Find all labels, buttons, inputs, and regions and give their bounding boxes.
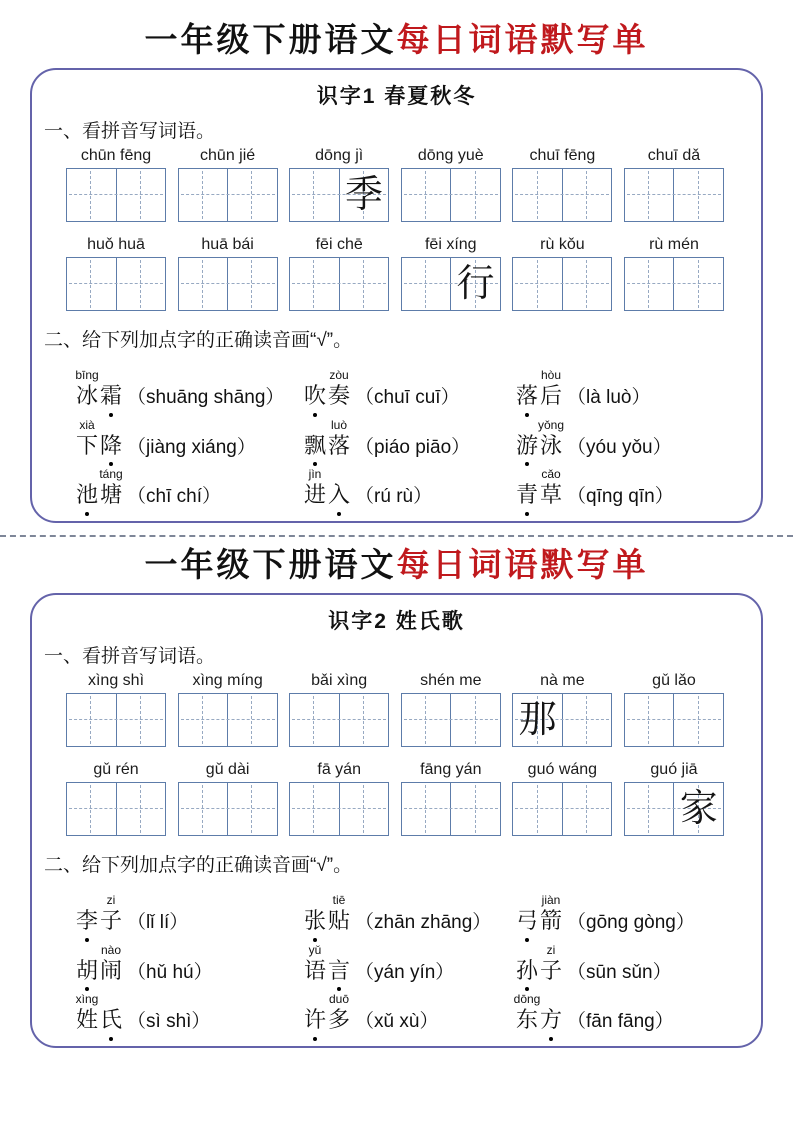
- word-char-dotted: 入: [328, 482, 351, 508]
- word-char-dotted: 青: [516, 482, 539, 508]
- grid-cell: [450, 169, 500, 221]
- pinyin-choices: （là luò）: [567, 387, 651, 409]
- word-char-dotted: 张: [304, 908, 327, 934]
- pronunciation-item: [513, 992, 761, 1034]
- writing-grid: [289, 257, 389, 311]
- grid-cell: [562, 258, 612, 310]
- prefilled-char: 那: [518, 699, 557, 742]
- sheet1-q2-heading: 二、给下列加点字的正确读音画“√”。: [44, 330, 353, 352]
- grid-cell: [227, 258, 277, 310]
- title-course-text: 一年级下册语文: [144, 545, 397, 583]
- pinyin-label: rù kǒu: [540, 236, 585, 254]
- grid-cell: [339, 694, 389, 746]
- pinyin-label: bǎi xìng: [311, 672, 368, 690]
- word-char: luò 落: [328, 417, 351, 458]
- grid-cell: [562, 694, 612, 746]
- title-red-text: 每日词语默写单: [396, 545, 649, 583]
- pinyin-label: dōng jì: [315, 147, 364, 165]
- word-char: xià 下: [76, 417, 99, 458]
- grid-cell: [673, 783, 723, 835]
- pinyin-label: chūn fēng: [80, 147, 152, 165]
- pronunciation-item: [76, 893, 304, 935]
- word-char: dōng 东: [513, 992, 541, 1033]
- helper-pinyin: táng: [99, 467, 123, 482]
- grid-cell: [625, 169, 674, 221]
- pronunciation-row: [32, 467, 761, 509]
- pinyin-label-row: [66, 761, 724, 779]
- word-char-dotted: 池: [76, 482, 99, 508]
- pinyin-choices: （xǔ xù）: [355, 1011, 439, 1033]
- grid-cell: [67, 258, 116, 310]
- word-char-dotted: 氏: [100, 1007, 123, 1033]
- helper-pinyin: luò: [331, 417, 348, 432]
- grid-cell: [290, 169, 339, 221]
- word-char-dotted: 落: [516, 383, 539, 409]
- pronunciation-item: [516, 417, 761, 460]
- pinyin-choices: （zhān zhāng）: [355, 912, 492, 934]
- helper-pinyin: jiàn: [541, 893, 561, 908]
- writing-grid: [401, 168, 501, 222]
- pinyin-label: shén me: [420, 672, 482, 690]
- pinyin-label: xìng míng: [192, 672, 263, 690]
- word-char: hòu 后: [540, 368, 563, 409]
- pinyin-label-row: [66, 236, 724, 254]
- pinyin-label: chuī dǎ: [647, 147, 701, 165]
- writing-grid: [624, 693, 724, 747]
- helper-pinyin: hòu: [541, 368, 562, 383]
- grid-cell: [402, 258, 451, 310]
- writing-grid: [401, 693, 501, 747]
- word-char-dotted: 方: [540, 1007, 563, 1033]
- pinyin-label: guó wáng: [527, 761, 598, 779]
- pinyin-choices: （piáo piāo）: [355, 436, 471, 458]
- writing-grid: [66, 782, 166, 836]
- grid-cell: [513, 258, 562, 310]
- sheet2-subtitle: 识字2 姓氏歌: [328, 610, 465, 634]
- pinyin-label: fā yán: [317, 761, 361, 779]
- writing-grid-row: [66, 693, 724, 747]
- pronunciation-row: [32, 417, 761, 460]
- pinyin-label: huā bái: [201, 236, 254, 254]
- grid-cell: [116, 694, 166, 746]
- pinyin-label: rù mén: [649, 236, 699, 254]
- word-char: yǔ 语: [304, 942, 327, 983]
- writing-grid: [178, 257, 278, 311]
- helper-pinyin: dōng: [513, 992, 541, 1007]
- helper-pinyin: yǒng: [538, 417, 565, 432]
- word-char: duō 多: [328, 992, 351, 1033]
- word-char-dotted: 飘: [304, 432, 327, 458]
- pronunciation-item: [76, 417, 304, 460]
- grid-cell: [562, 783, 612, 835]
- pinyin-label: dōng yuè: [417, 147, 484, 165]
- title-red-text: 每日词语默写单: [396, 21, 649, 58]
- word-char: zòu 奏: [328, 368, 351, 409]
- writing-grid: [178, 693, 278, 747]
- pinyin-label: gǔ lǎo: [652, 672, 696, 690]
- pinyin-choices: （chī chí）: [127, 486, 222, 508]
- title-course-text: 一年级下册语文: [144, 21, 397, 58]
- prefilled-char: 行: [456, 263, 495, 306]
- word-char: zi 子: [540, 942, 563, 983]
- helper-pinyin: bīng: [75, 368, 99, 383]
- word-char-dotted: 霜: [100, 383, 123, 409]
- writing-grid-row: [66, 782, 724, 836]
- writing-grid: [512, 782, 612, 836]
- grid-cell: [673, 258, 723, 310]
- grid-cell: [339, 258, 389, 310]
- word-char: bīng 冰: [75, 368, 99, 409]
- grid-cell: [673, 169, 723, 221]
- grid-cell: [227, 783, 277, 835]
- pinyin-label: fēi xíng: [424, 236, 477, 254]
- pronunciation-item: [516, 942, 761, 985]
- pinyin-choices: （fān fāng）: [567, 1011, 674, 1033]
- pinyin-label: huǒ huā: [87, 236, 145, 254]
- helper-pinyin: xìng: [75, 992, 99, 1007]
- grid-cell: [116, 169, 166, 221]
- pinyin-label: nà me: [540, 672, 585, 690]
- pinyin-choices: （shuāng shāng）: [127, 387, 285, 409]
- pronunciation-item: [76, 467, 304, 509]
- pinyin-choices: （rú rù）: [355, 486, 433, 508]
- grid-cell: [402, 694, 451, 746]
- word-char: zi 子: [100, 893, 123, 934]
- helper-pinyin: cǎo: [541, 467, 561, 482]
- grid-cell: [450, 258, 500, 310]
- pinyin-choices: （yán yín）: [355, 961, 455, 983]
- grid-cell: [513, 169, 562, 221]
- helper-pinyin: tiē: [332, 893, 346, 908]
- grid-cell: [67, 783, 116, 835]
- writing-grid: [512, 693, 612, 747]
- grid-cell: [179, 694, 228, 746]
- grid-cell: [290, 694, 339, 746]
- pronunciation-row: [32, 942, 761, 985]
- writing-grid: [289, 782, 389, 836]
- word-char: jìn 进: [304, 467, 327, 508]
- sheet1-q1-heading: 一、看拼音写词语。: [44, 121, 216, 143]
- pronunciation-item: [76, 942, 304, 985]
- pronunciation-item: [304, 368, 516, 410]
- pinyin-choices: （jiàng xiáng）: [127, 436, 256, 458]
- grid-cell: [450, 783, 500, 835]
- helper-pinyin: duō: [329, 992, 350, 1007]
- pinyin-choices: （sūn sǔn）: [567, 961, 672, 983]
- writing-grid: [401, 782, 501, 836]
- pronunciation-item: [304, 893, 516, 935]
- writing-grid: [512, 257, 612, 311]
- writing-grid: [289, 168, 389, 222]
- helper-pinyin: zi: [546, 942, 556, 957]
- word-char-dotted: 弓: [516, 908, 539, 934]
- grid-cell: [67, 694, 116, 746]
- writing-grid: [66, 693, 166, 747]
- word-char: xìng 姓: [75, 992, 99, 1033]
- word-char: jiàn 箭: [540, 893, 563, 934]
- word-char: yǒng 泳: [538, 417, 565, 458]
- prefilled-char: 季: [344, 174, 383, 217]
- pronunciation-item: [516, 368, 761, 410]
- grid-cell: [625, 694, 674, 746]
- grid-cell: [402, 783, 451, 835]
- pinyin-choices: （lǐ lí）: [127, 912, 189, 934]
- writing-grid: [624, 782, 724, 836]
- word-char-dotted: 降: [100, 432, 123, 458]
- helper-pinyin: xià: [79, 417, 95, 432]
- writing-grid: [178, 782, 278, 836]
- grid-cell: [625, 783, 674, 835]
- pronunciation-item: [75, 992, 304, 1034]
- grid-cell: [450, 694, 500, 746]
- pinyin-label: chuī fēng: [529, 147, 596, 165]
- helper-pinyin: nào: [101, 942, 122, 957]
- grid-cell: [179, 258, 228, 310]
- word-char-dotted: 言: [328, 957, 351, 983]
- grid-cell: [513, 783, 562, 835]
- pronunciation-row: [32, 893, 761, 935]
- sheet1-subtitle: 识字1 春夏秋冬: [316, 85, 477, 109]
- writing-grid: [289, 693, 389, 747]
- grid-cell: [116, 258, 166, 310]
- sheet2-q1-heading: 一、看拼音写词语。: [44, 646, 216, 668]
- grid-cell: [179, 169, 228, 221]
- writing-grid-row: [66, 257, 724, 311]
- pronunciation-item: [304, 992, 516, 1034]
- pinyin-label: gǔ rén: [93, 761, 139, 779]
- writing-grid: [401, 257, 501, 311]
- pronunciation-row: [32, 992, 761, 1034]
- pinyin-choices: （yóu yǒu）: [567, 436, 672, 458]
- word-char-dotted: 孙: [516, 957, 539, 983]
- pinyin-label: fāng yán: [420, 761, 482, 779]
- grid-cell: [513, 694, 562, 746]
- sheet2-q2-heading: 二、给下列加点字的正确读音画“√”。: [44, 855, 353, 877]
- helper-pinyin: yǔ: [308, 942, 322, 957]
- word-char: tiē 贴: [328, 893, 351, 934]
- word-char-dotted: 胡: [76, 957, 99, 983]
- word-char-dotted: 许: [304, 1007, 327, 1033]
- grid-cell: [339, 783, 389, 835]
- word-char-dotted: 吹: [304, 383, 327, 409]
- helper-pinyin: jìn: [308, 467, 322, 482]
- writing-grid: [66, 257, 166, 311]
- writing-grid: [624, 257, 724, 311]
- pronunciation-item: [304, 417, 516, 460]
- grid-cell: [227, 694, 277, 746]
- grid-cell: [562, 169, 612, 221]
- word-char-dotted: 游: [516, 432, 539, 458]
- pinyin-label: gǔ dài: [205, 761, 250, 779]
- pronunciation-item: [75, 368, 304, 410]
- pinyin-choices: （sì shì）: [127, 1011, 211, 1033]
- grid-cell: [673, 694, 723, 746]
- pinyin-label: xìng shì: [87, 672, 145, 690]
- writing-grid: [178, 168, 278, 222]
- pronunciation-item: [304, 942, 516, 985]
- grid-cell: [227, 169, 277, 221]
- pinyin-label: guó jiā: [650, 761, 698, 779]
- writing-grid: [624, 168, 724, 222]
- pronunciation-row: [32, 368, 761, 410]
- sheet1-box: [30, 68, 763, 523]
- helper-pinyin: zòu: [329, 368, 349, 383]
- grid-cell: [339, 169, 389, 221]
- grid-cell: [290, 258, 339, 310]
- grid-cell: [402, 169, 451, 221]
- grid-cell: [290, 783, 339, 835]
- pinyin-label-row: [66, 147, 724, 165]
- prefilled-char: 家: [679, 788, 718, 831]
- word-char-dotted: 李: [76, 908, 99, 934]
- pronunciation-item: [516, 893, 761, 935]
- sheet2-title: [0, 537, 793, 589]
- pinyin-label: fēi chē: [315, 236, 363, 254]
- word-char: cǎo 草: [540, 467, 563, 508]
- sheet2-box: [30, 593, 763, 1048]
- grid-cell: [67, 169, 116, 221]
- pinyin-label-row: [66, 672, 724, 690]
- pinyin-choices: （hǔ hú）: [127, 961, 213, 983]
- pinyin-choices: （chuī cuī）: [355, 387, 460, 409]
- pronunciation-item: [516, 467, 761, 509]
- word-char: táng 塘: [99, 467, 123, 508]
- writing-grid: [66, 168, 166, 222]
- grid-cell: [179, 783, 228, 835]
- grid-cell: [116, 783, 166, 835]
- word-char: nào 闹: [100, 942, 123, 983]
- sheet1-title: [0, 0, 793, 64]
- helper-pinyin: zi: [106, 893, 116, 908]
- pronunciation-item: [304, 467, 516, 509]
- writing-grid-row: [66, 168, 724, 222]
- grid-cell: [625, 258, 674, 310]
- pinyin-choices: （qīng qīn）: [567, 486, 674, 508]
- pinyin-label: chūn jié: [200, 147, 256, 165]
- writing-grid: [512, 168, 612, 222]
- pinyin-choices: （gōng gòng）: [567, 912, 695, 934]
